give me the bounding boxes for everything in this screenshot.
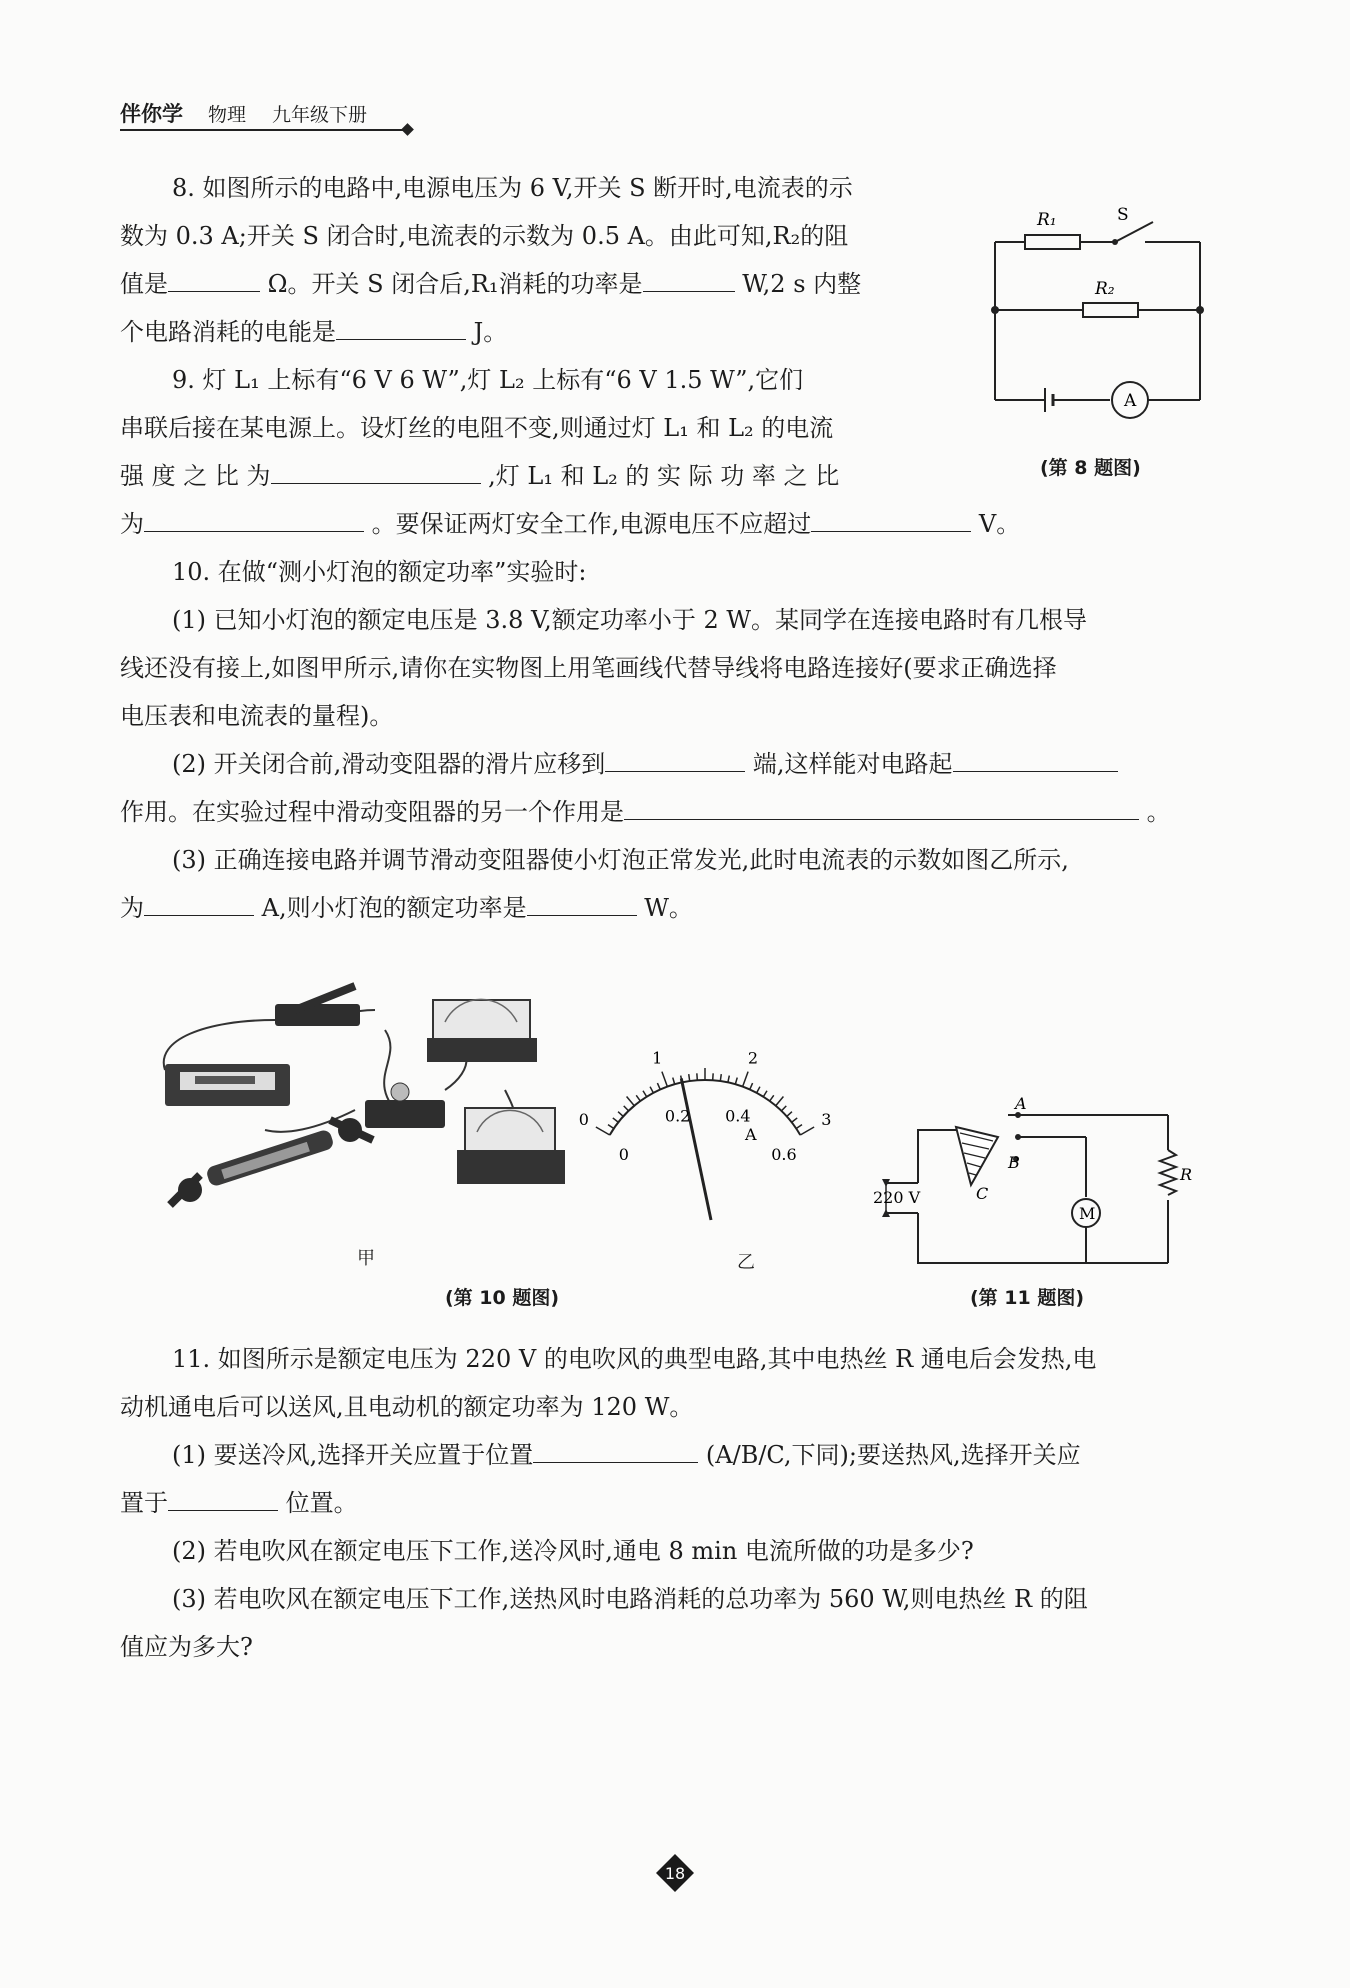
q11-line4: 置于 位置。: [120, 1479, 358, 1527]
q11-answer-blank-1[interactable]: [533, 1432, 698, 1463]
q8-line2: 数为 0.3 A;开关 S 闭合时,电流表的示数为 0.5 A。由此可知,R₂的阻: [120, 222, 849, 250]
q11-line3: (1) 要送冷风,选择开关应置于位置 (A/B/C,下同);要送热风,选择开关应: [172, 1431, 1081, 1479]
dial-top-scale-label: 3: [821, 1110, 832, 1129]
q9-line3: 强 度 之 比 为 ,灯 L₁ 和 L₂ 的 实 际 功 率 之 比: [120, 452, 839, 500]
q10-line3: 线还没有接上,如图甲所示,请你在实物图上用笔画线代替导线将电路连接好(要求正确选择: [120, 654, 1057, 682]
dial-tick: [618, 1112, 623, 1117]
page-number-badge: [655, 1853, 695, 1893]
dial-tick: [608, 1125, 614, 1129]
fig10-jia-label-text: 甲: [357, 1248, 375, 1269]
fig11-voltage-label: 220 V: [873, 1188, 921, 1207]
q8-answer-blank-1[interactable]: [168, 261, 260, 292]
fig10-yi-unit-label: A: [745, 1125, 757, 1144]
dial-tick: [743, 1072, 748, 1087]
header-diamond-icon: [401, 123, 414, 136]
q8-line1: 8. 如图所示的电路中,电源电压为 6 V,开关 S 断开时,电流表的示: [172, 174, 853, 202]
fig8-label-r1: R₁: [1037, 210, 1057, 230]
q10-answer-blank-1[interactable]: [605, 741, 745, 772]
q8-answer-blank-3[interactable]: [336, 309, 466, 340]
q10-line5: (2) 开关闭合前,滑动变阻器的滑片应移到 端,这样能对电路起: [172, 740, 1118, 788]
running-header: [120, 96, 415, 128]
dial-tick: [781, 1106, 786, 1111]
fig8-circuit-diagram: [985, 200, 1210, 420]
dial-tick: [796, 1125, 802, 1129]
brand-logo: 伴你学: [120, 102, 183, 126]
q10-answer-blank-4[interactable]: [144, 885, 254, 916]
q10-answer-blank-3[interactable]: [624, 789, 1139, 820]
q10-line7: (3) 正确连接电路并调节滑动变阻器使小灯泡正常发光,此时电流表的示数如图乙所示,: [172, 846, 1069, 874]
q11-line2: 动机通电后可以送风,且电动机的额定功率为 120 W。: [120, 1393, 694, 1421]
q11-line7: 值应为多大?: [120, 1633, 253, 1661]
q10-line6: 作用。在实验过程中滑动变阻器的另一个作用是 。: [120, 788, 1171, 836]
dial-tick: [613, 1118, 619, 1122]
q9-line1: 9. 灯 L₁ 上标有“6 V 6 W”,灯 L₂ 上标有“6 V 1.5 W”,它们: [172, 366, 804, 394]
fig8-label-s: S: [1117, 205, 1129, 225]
fig11-caption: (第 11 题图): [970, 1287, 1085, 1309]
dial-bottom-scale-label: 0.6: [771, 1145, 797, 1164]
fig8-ammeter-label: A: [1124, 391, 1137, 411]
fig10-yi-label: 乙: [737, 1252, 755, 1273]
dial-tick: [776, 1097, 784, 1106]
fig11-label-a: A: [1015, 1094, 1027, 1113]
header-rule: [120, 129, 406, 131]
dial-tick: [650, 1087, 653, 1093]
q10-answer-blank-2[interactable]: [953, 741, 1118, 772]
q10-line4: 电压表和电流表的量程)。: [120, 702, 394, 730]
dial-top-scale-label: 0: [578, 1110, 589, 1129]
fig8-caption: (第 8 题图): [1040, 457, 1141, 479]
dial-bottom-scale-label: 0.4: [725, 1106, 751, 1126]
dial-tick: [662, 1072, 667, 1087]
fig8-label-r2: R₂: [1095, 279, 1115, 299]
q10-line8: 为 A,则小灯泡的额定功率是 W。: [120, 884, 693, 932]
fig11-label-b: B: [1008, 1153, 1020, 1172]
fig10-yi-ammeter-dial: [578, 1040, 885, 1230]
fig10-caption: (第 10 题图): [445, 1287, 560, 1309]
fig11-hairdryer-circuit: [868, 1095, 1198, 1275]
fig11-label-c: C: [976, 1184, 989, 1203]
dial-tick: [689, 1074, 690, 1081]
dial-tick: [763, 1091, 767, 1097]
q10-line2: (1) 已知小灯泡的额定电压是 3.8 V,额定功率小于 2 W。某同学在连接电路时有几根导: [172, 606, 1088, 634]
grade-label: 九年级下册: [272, 104, 368, 126]
dial-top-scale-label: 2: [747, 1048, 759, 1068]
dial-tick: [720, 1074, 721, 1081]
subject-label: 物理: [208, 104, 247, 126]
dial-tick: [636, 1095, 640, 1101]
q11-answer-blank-2[interactable]: [168, 1480, 278, 1511]
q9-answer-blank-2[interactable]: [144, 501, 364, 532]
q11-line6: (3) 若电吹风在额定电压下工作,送热风时电路消耗的总功率为 560 W,则电热丝 R 的阻: [172, 1585, 1088, 1613]
q8-line3: 值是 Ω。开关 S 闭合后,R₁消耗的功率是 W,2 s 内整: [120, 260, 861, 308]
dial-tick: [757, 1087, 760, 1093]
q11-line5: (2) 若电吹风在额定电压下工作,送冷风时,通电 8 min 电流所做的功是多少?: [172, 1537, 974, 1565]
fig10-jia-apparatus-photo: [145, 980, 585, 1230]
dial-top-scale-label: 1: [652, 1048, 663, 1068]
dial-tick: [800, 1127, 814, 1135]
dial-tick: [643, 1091, 647, 1097]
q10-line1: 10. 在做“测小灯泡的额定功率”实验时:: [172, 558, 587, 586]
dial-tick: [792, 1118, 798, 1122]
page-number: 18: [664, 1864, 686, 1883]
dial-tick: [787, 1112, 792, 1117]
q11-line1: 11. 如图所示是额定电压为 220 V 的电吹风的典型电路,其中电热丝 R 通电后会发热,电: [172, 1345, 1097, 1373]
fig11-label-r: R: [1180, 1165, 1193, 1184]
fig11-motor-label: M: [1079, 1204, 1096, 1223]
q10-answer-blank-5[interactable]: [527, 885, 637, 916]
dial-tick: [624, 1106, 629, 1111]
dial-needle: [681, 1078, 711, 1220]
q8-line4: 个电路消耗的电能是 J。: [120, 308, 507, 356]
q9-line2: 串联后接在某电源上。设灯丝的电阻不变,则通过灯 L₁ 和 L₂ 的电流: [120, 414, 834, 442]
dial-tick: [596, 1127, 610, 1135]
q9-line4: 为 。要保证两灯安全工作,电源电压不应超过 V。: [120, 500, 1020, 548]
dial-bottom-scale-label: 0.2: [664, 1106, 691, 1126]
q9-answer-blank-1[interactable]: [271, 453, 481, 484]
q9-answer-blank-3[interactable]: [811, 501, 971, 532]
q8-answer-blank-2[interactable]: [643, 261, 735, 292]
dial-tick: [770, 1095, 774, 1101]
dial-bottom-scale-label: 0: [618, 1145, 629, 1164]
dial-tick: [627, 1097, 635, 1106]
